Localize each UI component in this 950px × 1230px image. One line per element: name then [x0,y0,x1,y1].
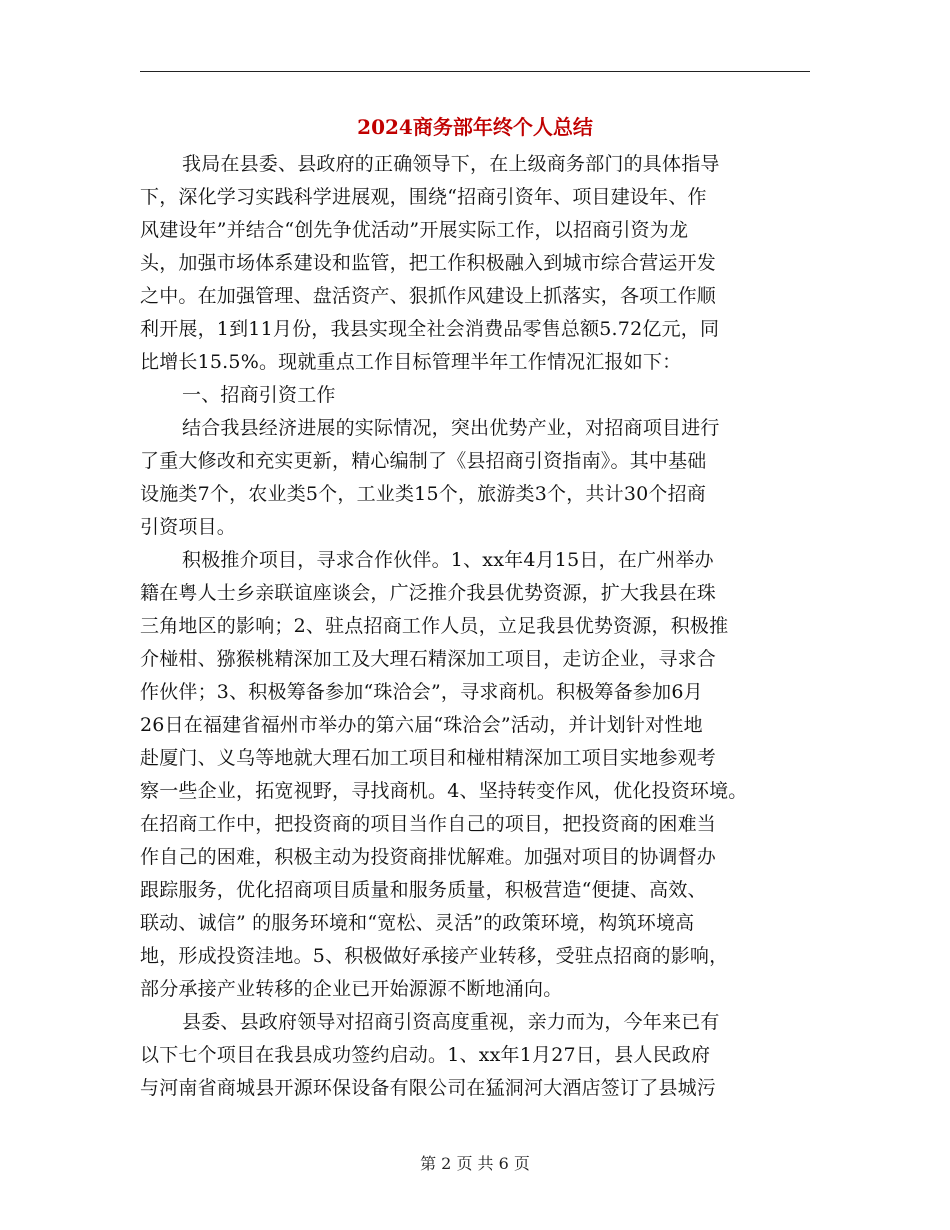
text-line: 在招商工作中，把投资商的项目当作自己的项目，把投资商的困难当 [140,813,717,835]
text-line: 下，深化学习实践科学进展观，围绕“招商引资年、项目建设年、作 [140,186,707,208]
header-rule [140,71,810,72]
document-title: 2024商务部年终个人总结 [357,115,593,139]
text-line: 以下七个项目在我县成功签约启动。1、xx年1月27日，县人民政府 [140,1044,711,1066]
text-line: 察一些企业，拓宽视野，寻找商机。4、坚持转变作风，优化投资环境。 [140,780,748,802]
page-number-footer: 第 2 页 共 6 页 [420,1154,530,1173]
text-line: 之中。在加强管理、盘活资产、狠抓作风建设上抓落实，各项工作顺 [140,285,717,307]
text-line: 积极推介项目，寻求合作伙伴。1、xx年4月15日，在广州举办 [182,549,714,571]
text-line: 一、招商引资工作 [182,384,336,406]
text-line: 跟踪服务，优化招商项目质量和服务质量，积极营造“便捷、高效、 [140,879,707,901]
text-line: 了重大修改和充实更新，精心编制了《县招商引资指南》。其中基础 [140,450,707,472]
text-line: 比增长15.5%。现就重点工作目标管理半年工作情况汇报如下： [140,351,682,373]
text-line: 设施类7个，农业类5个，工业类15个，旅游类3个，共计30个招商 [140,483,707,505]
text-line: 与河南省商城县开源环保设备有限公司在猛洞河大酒店签订了县城污 [140,1077,717,1099]
document-body [140,148,810,1105]
text-line: 头，加强市场体系建设和监管，把工作积极融入到城市综合营运开发 [140,252,717,274]
text-line: 我局在县委、县政府的正确领导下，在上级商务部门的具体指导 [182,153,720,175]
text-line: 联动、诚信” 的服务环境和“宽松、灵活”的政策环境，构筑环境高 [140,912,695,934]
text-line: 作自己的困难，积极主动为投资商排忧解难。加强对项目的协调督办 [140,846,717,868]
text-line: 作伙伴；3、积极筹备参加“珠洽会”，寻求商机。积极筹备参加6月 [140,681,703,703]
text-line: 结合我县经济进展的实际情况，突出优势产业，对招商项目进行 [182,417,720,439]
text-line: 部分承接产业转移的企业已开始源源不断地涌向。 [140,978,563,1000]
text-line: 风建设年”并结合“创先争优活动”开展实际工作，以招商引资为龙 [140,219,689,241]
text-line: 利开展，1到11月份，我县实现全社会消费品零售总额5.72亿元，同 [140,318,720,340]
text-line: 引资项目。 [140,516,237,538]
text-line: 地，形成投资洼地。5、积极做好承接产业转移，受驻点招商的影响， [140,945,729,967]
text-line: 县委、县政府领导对招商引资高度重视，亲力而为，今年来已有 [182,1011,720,1033]
text-line: 赴厦门、义乌等地就大理石加工项目和椪柑精深加工项目实地参观考 [140,747,717,769]
text-line: 26日在福建省福州市举办的第六届“珠洽会”活动，并计划针对性地 [140,714,703,736]
text-line: 三角地区的影响；2、驻点招商工作人员，立足我县优势资源，积极推 [140,615,729,637]
text-line: 介椪柑、猕猴桃精深加工及大理石精深加工项目，走访企业，寻求合 [140,648,717,670]
text-line: 籍在粤人士乡亲联谊座谈会，广泛推介我县优势资源，扩大我县在珠 [140,582,717,604]
